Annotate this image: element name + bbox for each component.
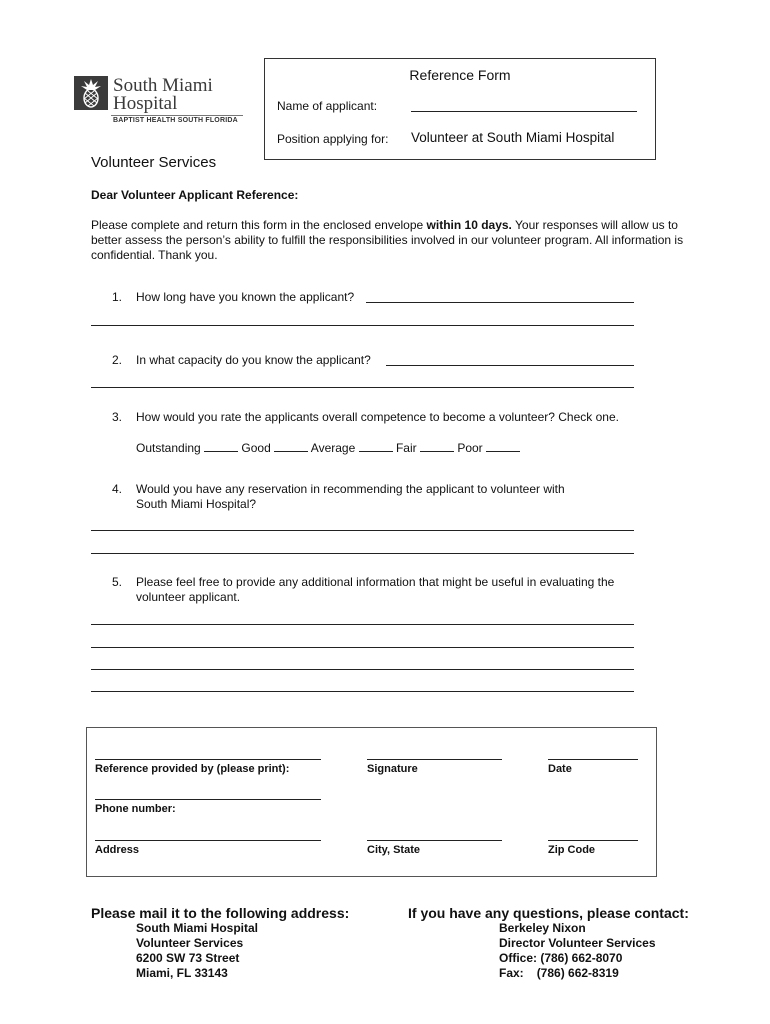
question-number: 3. [112, 410, 123, 424]
reference-form-box [264, 58, 656, 160]
question-text-continued: volunteer applicant. [136, 590, 241, 604]
answer-line[interactable] [91, 669, 634, 670]
answer-line[interactable] [91, 325, 634, 326]
signature-label: Signature [367, 763, 418, 775]
rating-option-label: Outstanding [136, 441, 201, 455]
logo-name-line1: South Miami [113, 75, 213, 96]
city-state-label: City, State [367, 844, 420, 856]
question-text: How long have you known the applicant? [136, 290, 355, 304]
intro-text-start: Please complete and return this form in the enclosed envelope [91, 218, 427, 232]
contact-name: Berkeley Nixon [499, 921, 586, 935]
zip-code-label: Zip Code [548, 844, 596, 856]
rating-option-label: Good [241, 441, 271, 455]
zip-code-field[interactable] [548, 840, 638, 841]
mail-line: Volunteer Services [136, 936, 244, 950]
answer-line[interactable] [91, 387, 634, 388]
fax-label: Fax: [499, 966, 524, 980]
question-text: In what capacity do you know the applicant? [136, 353, 371, 367]
mail-heading: Please mail it to the following address: [91, 905, 350, 921]
question-number: 1. [112, 290, 123, 304]
hospital-logo [74, 76, 246, 126]
signature-field[interactable] [367, 759, 502, 760]
contact-fax [499, 966, 619, 981]
rating-checkbox-line[interactable] [204, 440, 238, 452]
reference-info-box [86, 727, 657, 877]
phone-field[interactable] [95, 799, 321, 800]
answer-line[interactable] [386, 365, 634, 366]
pineapple-icon [74, 76, 108, 110]
fax-number: (786) 662-8319 [536, 966, 619, 980]
rating-option-label: Average [310, 441, 356, 455]
question-text-continued: South Miami Hospital? [136, 497, 257, 511]
rating-option-label: Poor [457, 441, 483, 455]
rating-checkbox-line[interactable] [359, 440, 393, 452]
address-field[interactable] [95, 840, 321, 841]
intro-text-end: Your responses will allow us to better assess the person’s ability to fulfill the responsibilities involved in our volunteer program. All information is confidential. Thank you. [91, 218, 684, 262]
applicant-name-label: Name of applicant: [277, 99, 378, 113]
date-field[interactable] [548, 759, 638, 760]
applicant-name-field[interactable] [411, 111, 637, 112]
reference-name-field[interactable] [95, 759, 321, 760]
logo-divider [111, 115, 243, 116]
answer-line[interactable] [91, 553, 634, 554]
salutation: Dear Volunteer Applicant Reference: [91, 188, 299, 202]
intro-paragraph [91, 218, 691, 263]
reference-name-label: Reference provided by (please print): [95, 763, 290, 775]
mail-line: South Miami Hospital [136, 921, 259, 935]
position-value: Volunteer at South Miami Hospital [411, 130, 615, 145]
rating-checkbox-line[interactable] [420, 440, 454, 452]
logo-name-line2: Hospital [113, 93, 178, 114]
question-text: How would you rate the applicants overall competence to become a volunteer? Check one. [136, 410, 619, 424]
date-label: Date [548, 763, 572, 775]
question-text: Would you have any reservation in recommending the applicant to volunteer with [136, 482, 565, 496]
answer-line[interactable] [91, 691, 634, 692]
intro-deadline: within 10 days. [426, 218, 512, 232]
position-label: Position applying for: [277, 132, 389, 146]
question-number: 2. [112, 353, 123, 367]
section-title: Volunteer Services [91, 154, 217, 171]
answer-line[interactable] [91, 624, 634, 625]
rating-option-label: Fair [395, 441, 417, 455]
phone-label: Phone number: [95, 803, 176, 815]
rating-options [136, 440, 520, 456]
answer-line[interactable] [91, 530, 634, 531]
form-title: Reference Form [409, 67, 511, 83]
address-label: Address [95, 844, 140, 856]
answer-line[interactable] [91, 647, 634, 648]
city-state-field[interactable] [367, 840, 502, 841]
rating-checkbox-line[interactable] [486, 440, 520, 452]
rating-checkbox-line[interactable] [274, 440, 308, 452]
logo-subtitle: BAPTIST HEALTH SOUTH FLORIDA [113, 117, 238, 124]
contact-title: Director Volunteer Services [499, 936, 656, 950]
answer-line[interactable] [366, 302, 634, 303]
mail-line: Miami, FL 33143 [136, 966, 228, 980]
question-text: Please feel free to provide any additional information that might be useful in evaluating the [136, 575, 615, 589]
contact-heading: If you have any questions, please contact: [408, 905, 689, 921]
contact-office-phone: Office: (786) 662-8070 [499, 951, 623, 965]
question-number: 4. [112, 482, 123, 496]
question-number: 5. [112, 575, 123, 589]
mail-line: 6200 SW 73 Street [136, 951, 240, 965]
